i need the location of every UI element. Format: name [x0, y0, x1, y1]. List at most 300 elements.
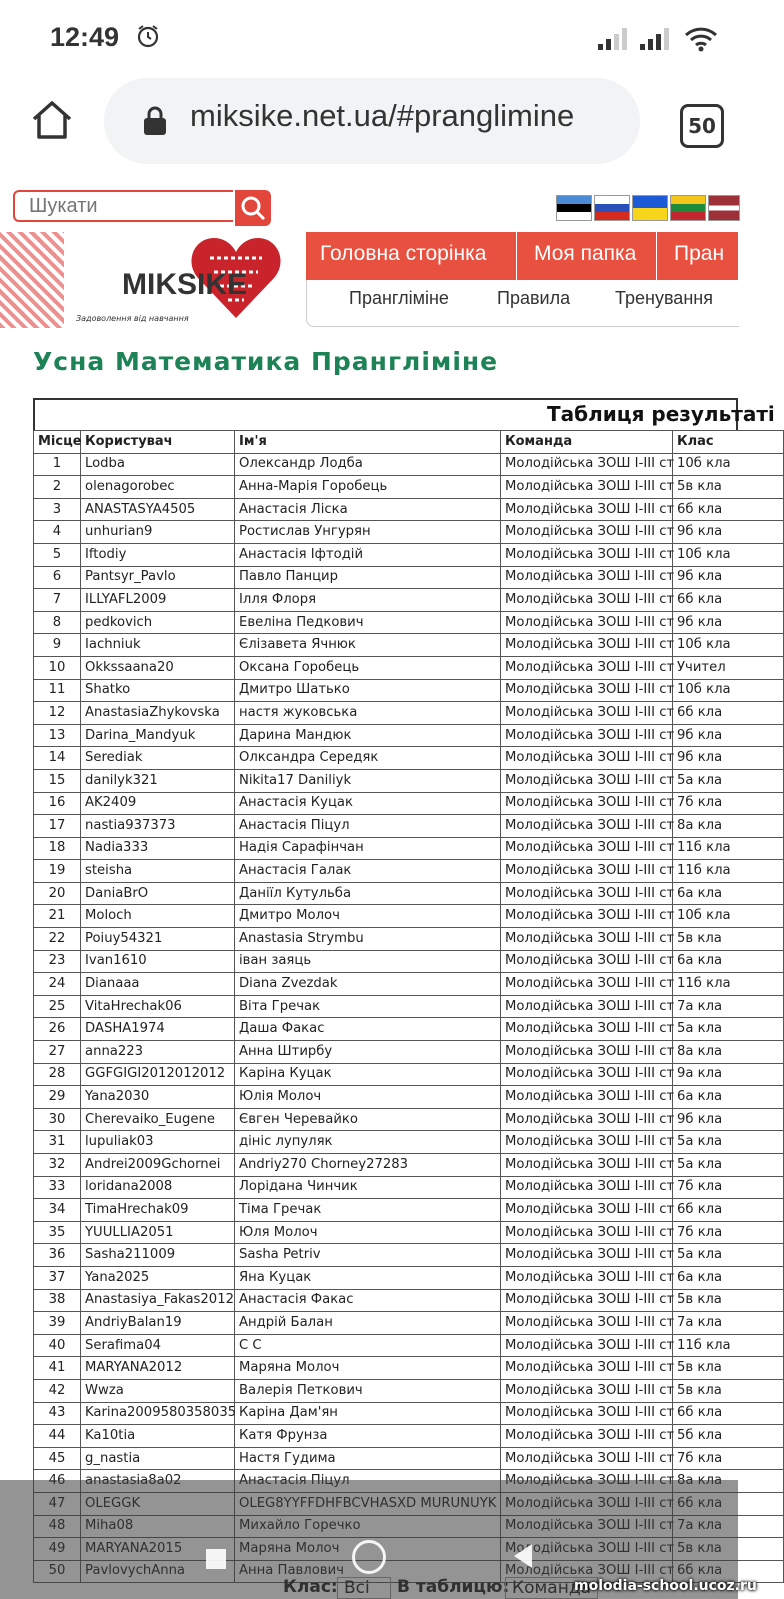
cell-name: Anastasia Strymbu: [235, 928, 501, 951]
table-row: [34, 882, 784, 905]
cell-class: 11б кла: [673, 973, 784, 996]
table-row: [34, 973, 784, 996]
cell-user: AndriyBalan19: [81, 1312, 235, 1335]
cell-team: Молодійська ЗОШ І-ІІІ ст: [501, 950, 673, 973]
cell-place: 19: [34, 860, 81, 883]
table-row: [34, 1312, 784, 1335]
cell-name: Анастасія Піцул: [235, 815, 501, 838]
cell-team: Молодійська ЗОШ І-ІІІ ст: [501, 1334, 673, 1357]
cell-user: Serafima04: [81, 1334, 235, 1357]
cell-user: Ka10tia: [81, 1425, 235, 1448]
cell-team: Молодійська ЗОШ І-ІІІ ст: [501, 702, 673, 725]
header-team[interactable]: Команда: [501, 431, 673, 454]
cell-team: Молодійська ЗОШ І-ІІІ ст: [501, 453, 673, 476]
cell-class: Учител: [673, 656, 784, 679]
cell-user: Anastasiya_Fakas2012: [81, 1289, 235, 1312]
cell-place: 23: [34, 950, 81, 973]
cell-place: 42: [34, 1379, 81, 1402]
table-row: [34, 611, 784, 634]
cell-user: Cherevaiko_Eugene: [81, 1108, 235, 1131]
cell-user: AnastasiaZhykovska: [81, 702, 235, 725]
cell-name: Анастасія Факас: [235, 1289, 501, 1312]
cell-team: Молодійська ЗОШ І-ІІІ ст: [501, 1379, 673, 1402]
cell-name: С С: [235, 1334, 501, 1357]
search-button[interactable]: [235, 190, 271, 226]
sub-nav: [306, 280, 739, 327]
cell-user: Dianaaa: [81, 973, 235, 996]
cell-class: 5в кла: [673, 1379, 784, 1402]
cell-team: Молодійська ЗОШ І-ІІІ ст: [501, 476, 673, 499]
cell-name: Андрій Балан: [235, 1312, 501, 1335]
cell-place: 28: [34, 1063, 81, 1086]
cell-class: 6а кла: [673, 1266, 784, 1289]
cell-user: pedkovich: [81, 611, 235, 634]
cell-team: Молодійська ЗОШ І-ІІІ ст: [501, 679, 673, 702]
cell-team: Молодійська ЗОШ І-ІІІ ст: [501, 792, 673, 815]
cell-class: 5а кла: [673, 769, 784, 792]
table-row: [34, 521, 784, 544]
flag-lithuania-icon[interactable]: [670, 195, 706, 221]
table-row: [34, 1108, 784, 1131]
cell-name: Даша Факас: [235, 1018, 501, 1041]
main-nav: [306, 232, 738, 280]
nav-home[interactable]: Головна сторінка: [320, 242, 487, 265]
cell-user: lupuliak03: [81, 1131, 235, 1154]
cell-team: Молодійська ЗОШ І-ІІІ ст: [501, 928, 673, 951]
cell-place: 24: [34, 973, 81, 996]
cell-user: Serediak: [81, 747, 235, 770]
cell-team: Молодійська ЗОШ І-ІІІ ст: [501, 1266, 673, 1289]
cell-user: Andrei2009Gchornei: [81, 1154, 235, 1177]
cell-name: Валерія Петкович: [235, 1379, 501, 1402]
cell-user: nastia937373: [81, 815, 235, 838]
cell-team: Молодійська ЗОШ І-ІІІ ст: [501, 747, 673, 770]
cell-user: Ivan1610: [81, 950, 235, 973]
table-row: [34, 1041, 784, 1064]
cell-team: Молодійська ЗОШ І-ІІІ ст: [501, 1108, 673, 1131]
cell-team: Молодійська ЗОШ І-ІІІ ст: [501, 1425, 673, 1448]
cell-user: Darina_Mandyuk: [81, 724, 235, 747]
cell-name: Дарина Мандюк: [235, 724, 501, 747]
cell-user: Poiuy54321: [81, 928, 235, 951]
header-place[interactable]: Місце: [34, 431, 81, 454]
cell-name: Юлія Молоч: [235, 1086, 501, 1109]
cell-team: Молодійська ЗОШ І-ІІІ ст: [501, 543, 673, 566]
cell-place: 43: [34, 1402, 81, 1425]
cell-team: Молодійська ЗОШ І-ІІІ ст: [501, 1447, 673, 1470]
cell-user: MARYANA2012: [81, 1357, 235, 1380]
cell-place: 26: [34, 1018, 81, 1041]
table-row: [34, 656, 784, 679]
cell-team: Молодійська ЗОШ І-ІІІ ст: [501, 769, 673, 792]
cell-place: 4: [34, 521, 81, 544]
cell-team: Молодійська ЗОШ І-ІІІ ст: [501, 1244, 673, 1267]
cell-user: AK2409: [81, 792, 235, 815]
cell-class: 6б кла: [673, 1199, 784, 1222]
cell-name: Лорідана Чинчик: [235, 1176, 501, 1199]
table-row: [34, 995, 784, 1018]
table-row: [34, 1357, 784, 1380]
cell-team: Молодійська ЗОШ І-ІІІ ст: [501, 1402, 673, 1425]
table-header-row: [34, 431, 784, 454]
cell-name: Анна-Марія Горобець: [235, 476, 501, 499]
cell-place: 3: [34, 498, 81, 521]
cell-user: Okkssaana20: [81, 656, 235, 679]
cell-class: 7а кла: [673, 995, 784, 1018]
header-class[interactable]: Клас: [673, 431, 784, 454]
cell-team: Молодійська ЗОШ І-ІІІ ст: [501, 860, 673, 883]
cell-place: 12: [34, 702, 81, 725]
cell-team: Молодійська ЗОШ І-ІІІ ст: [501, 656, 673, 679]
cell-user: anna223: [81, 1041, 235, 1064]
table-row: [34, 837, 784, 860]
table-row: [34, 1425, 784, 1448]
search-input[interactable]: [13, 190, 233, 222]
subnav-pranglimine[interactable]: Прангліміне: [349, 288, 449, 308]
cell-place: 10: [34, 656, 81, 679]
cell-class: 7б кла: [673, 1176, 784, 1199]
alarm-icon: [136, 24, 160, 48]
cell-place: 38: [34, 1289, 81, 1312]
cell-name: Анастасія Ліска: [235, 498, 501, 521]
wifi-icon: [684, 26, 718, 52]
cell-team: Молодійська ЗОШ І-ІІІ ст: [501, 995, 673, 1018]
cell-name: іван заяць: [235, 950, 501, 973]
cell-team: Молодійська ЗОШ І-ІІІ ст: [501, 498, 673, 521]
cell-name: Олександр Лодба: [235, 453, 501, 476]
cell-user: Yana2025: [81, 1266, 235, 1289]
cell-user: TimaHrechak09: [81, 1199, 235, 1222]
table-row: [34, 905, 784, 928]
cell-team: Молодійська ЗОШ І-ІІІ ст: [501, 521, 673, 544]
cell-class: 6б кла: [673, 1402, 784, 1425]
recents-icon[interactable]: [206, 1549, 226, 1569]
cell-class: 11б кла: [673, 1334, 784, 1357]
tab-switcher-button[interactable]: 50: [680, 104, 724, 148]
clock: 12:49: [50, 22, 120, 52]
cell-class: 6а кла: [673, 1086, 784, 1109]
header-user[interactable]: Користувач: [81, 431, 235, 454]
flag-russia-icon[interactable]: [594, 195, 630, 221]
cell-name: Тіма Гречак: [235, 1199, 501, 1222]
cell-team: Молодійська ЗОШ І-ІІІ ст: [501, 837, 673, 860]
cell-class: 9б кла: [673, 1108, 784, 1131]
cell-place: 34: [34, 1199, 81, 1222]
cell-name: Катя Фрунза: [235, 1425, 501, 1448]
cell-name: Анастасія Куцак: [235, 792, 501, 815]
cell-place: 41: [34, 1357, 81, 1380]
cell-class: 10б кла: [673, 543, 784, 566]
cell-team: Молодійська ЗОШ І-ІІІ ст: [501, 1154, 673, 1177]
cell-class: 5б кла: [673, 1425, 784, 1448]
cell-team: Молодійська ЗОШ І-ІІІ ст: [501, 1018, 673, 1041]
logo-tagline: Задоволення від навчання: [76, 314, 189, 323]
cell-user: Nadia333: [81, 837, 235, 860]
cell-place: 17: [34, 815, 81, 838]
cell-name: Каріна Дам'ян: [235, 1402, 501, 1425]
cell-user: DASHA1974: [81, 1018, 235, 1041]
cell-team: Молодійська ЗОШ І-ІІІ ст: [501, 1086, 673, 1109]
cell-user: YUULLIA2051: [81, 1221, 235, 1244]
nav-pranglimine[interactable]: Пран: [674, 242, 725, 265]
table-row: [34, 1447, 784, 1470]
table-row: [34, 928, 784, 951]
cell-class: 9а кла: [673, 1063, 784, 1086]
header-name[interactable]: Ім'я: [235, 431, 501, 454]
cell-name: Юля Молоч: [235, 1221, 501, 1244]
flag-estonia-icon[interactable]: [556, 195, 592, 221]
back-icon[interactable]: [514, 1544, 532, 1568]
cell-team: Молодійська ЗОШ І-ІІІ ст: [501, 566, 673, 589]
nav-my-folder[interactable]: Моя папка: [534, 242, 637, 265]
flag-latvia-icon[interactable]: [708, 195, 740, 221]
table-row: [34, 792, 784, 815]
cell-team: Молодійська ЗОШ І-ІІІ ст: [501, 815, 673, 838]
subnav-training[interactable]: Тренування: [615, 288, 713, 308]
cell-team: Молодійська ЗОШ І-ІІІ ст: [501, 1131, 673, 1154]
cell-class: 7б кла: [673, 792, 784, 815]
table-row: [34, 1131, 784, 1154]
cell-user: VitaHrechak06: [81, 995, 235, 1018]
cell-class: 6а кла: [673, 882, 784, 905]
table-row: [34, 1063, 784, 1086]
table-row: [34, 1221, 784, 1244]
cell-class: 7б кла: [673, 1447, 784, 1470]
cell-place: 16: [34, 792, 81, 815]
cell-team: Молодійська ЗОШ І-ІІІ ст: [501, 1221, 673, 1244]
search-icon: [235, 190, 271, 226]
cell-name: Маряна Молоч: [235, 1357, 501, 1380]
cell-name: Настя Гудима: [235, 1447, 501, 1470]
table-row: [34, 860, 784, 883]
cell-place: 25: [34, 995, 81, 1018]
cell-place: 21: [34, 905, 81, 928]
cell-name: Павло Панцир: [235, 566, 501, 589]
table-row: [34, 1289, 784, 1312]
cell-user: Iachniuk: [81, 634, 235, 657]
cell-class: 5а кла: [673, 1244, 784, 1267]
cell-place: 14: [34, 747, 81, 770]
home-circle-icon[interactable]: [352, 1540, 386, 1574]
cell-place: 44: [34, 1425, 81, 1448]
cell-name: Nikita17 Daniliyk: [235, 769, 501, 792]
signal-icon: [598, 28, 632, 50]
table-row: [34, 1199, 784, 1222]
cell-place: 6: [34, 566, 81, 589]
cell-name: Даніїл Кутульба: [235, 882, 501, 905]
status-bar: [0, 0, 738, 78]
cell-name: Ростислав Унгурян: [235, 521, 501, 544]
table-row: [34, 1244, 784, 1267]
cell-name: дініс лупуляк: [235, 1131, 501, 1154]
cell-name: Оксана Горобець: [235, 656, 501, 679]
cell-class: 5а кла: [673, 1131, 784, 1154]
cell-name: настя жуковська: [235, 702, 501, 725]
cell-name: Diana Zvezdak: [235, 973, 501, 996]
cell-place: 29: [34, 1086, 81, 1109]
table-row: [34, 1176, 784, 1199]
cell-user: unhurian9: [81, 521, 235, 544]
cell-user: g_nastia: [81, 1447, 235, 1470]
cell-place: 39: [34, 1312, 81, 1335]
cell-class: 9б кла: [673, 611, 784, 634]
cell-place: 31: [34, 1131, 81, 1154]
cell-team: Молодійська ЗОШ І-ІІІ ст: [501, 1063, 673, 1086]
cell-team: Молодійська ЗОШ І-ІІІ ст: [501, 905, 673, 928]
cell-team: Молодійська ЗОШ І-ІІІ ст: [501, 1289, 673, 1312]
cell-name: Дмитро Шатько: [235, 679, 501, 702]
url-text: miksike.net.ua/#pranglimine: [190, 98, 575, 133]
home-icon[interactable]: [30, 98, 74, 142]
table-row: [34, 589, 784, 612]
table-row: [34, 747, 784, 770]
cell-class: 9б кла: [673, 747, 784, 770]
cell-place: 40: [34, 1334, 81, 1357]
cell-name: Дмитро Молоч: [235, 905, 501, 928]
cell-class: 9б кла: [673, 724, 784, 747]
cell-user: DaniaBrO: [81, 882, 235, 905]
subnav-rules[interactable]: Правила: [497, 288, 571, 308]
cell-place: 2: [34, 476, 81, 499]
cell-name: Ілля Флоря: [235, 589, 501, 612]
cell-name: Andriy270 Chorney27283: [235, 1154, 501, 1177]
table-row: [34, 566, 784, 589]
cell-place: 22: [34, 928, 81, 951]
cell-name: Анастасія Галак: [235, 860, 501, 883]
cell-place: 1: [34, 453, 81, 476]
table-row: [34, 498, 784, 521]
table-row: [34, 702, 784, 725]
cell-user: danilyk321: [81, 769, 235, 792]
table-row: [34, 1018, 784, 1041]
cell-place: 30: [34, 1108, 81, 1131]
table-caption-text: Таблиця результаті: [547, 402, 775, 426]
cell-name: Олксандра Середяк: [235, 747, 501, 770]
cell-team: Молодійська ЗОШ І-ІІІ ст: [501, 1312, 673, 1335]
cell-class: 10б кла: [673, 634, 784, 657]
cell-class: 9б кла: [673, 566, 784, 589]
cell-class: 5а кла: [673, 1018, 784, 1041]
table-row: [34, 1154, 784, 1177]
table-row: [34, 1379, 784, 1402]
cell-place: 33: [34, 1176, 81, 1199]
cell-user: Sasha211009: [81, 1244, 235, 1267]
cell-user: Lodba: [81, 453, 235, 476]
signal-icon-2: [640, 28, 674, 50]
cell-class: 5в кла: [673, 476, 784, 499]
cell-name: Анастасія Іфтодій: [235, 543, 501, 566]
cell-class: 6б кла: [673, 498, 784, 521]
table-row: [34, 950, 784, 973]
cell-class: 10б кла: [673, 679, 784, 702]
browser-toolbar: [0, 78, 738, 188]
cell-user: Karina2009580358035: [81, 1402, 235, 1425]
cell-class: 7б кла: [673, 1221, 784, 1244]
cell-place: 37: [34, 1266, 81, 1289]
cell-class: 6б кла: [673, 702, 784, 725]
cell-place: 32: [34, 1154, 81, 1177]
cell-class: 9б кла: [673, 521, 784, 544]
cell-user: ANASTASYA4505: [81, 498, 235, 521]
cell-class: 10б кла: [673, 905, 784, 928]
cell-team: Молодійська ЗОШ І-ІІІ ст: [501, 973, 673, 996]
cell-team: Молодійська ЗОШ І-ІІІ ст: [501, 589, 673, 612]
cell-place: 15: [34, 769, 81, 792]
cell-class: 10б кла: [673, 453, 784, 476]
cell-name: Євген Черевайко: [235, 1108, 501, 1131]
cell-place: 8: [34, 611, 81, 634]
cell-class: 11б кла: [673, 860, 784, 883]
cell-class: 8а кла: [673, 815, 784, 838]
cell-name: Анна Штирбу: [235, 1041, 501, 1064]
cell-place: 5: [34, 543, 81, 566]
cell-class: 7а кла: [673, 1312, 784, 1335]
cell-user: steisha: [81, 860, 235, 883]
cell-user: Wwza: [81, 1379, 235, 1402]
cell-class: 5в кла: [673, 1357, 784, 1380]
cell-team: Молодійська ЗОШ І-ІІІ ст: [501, 1357, 673, 1380]
cell-name: Віта Гречак: [235, 995, 501, 1018]
cell-place: 18: [34, 837, 81, 860]
cell-user: ILLYAFL2009: [81, 589, 235, 612]
cell-team: Молодійська ЗОШ І-ІІІ ст: [501, 611, 673, 634]
table-row: [34, 476, 784, 499]
cell-place: 45: [34, 1447, 81, 1470]
cell-user: olenagorobec: [81, 476, 235, 499]
cell-class: 5в кла: [673, 1289, 784, 1312]
lock-icon: [142, 106, 168, 136]
table-row: [34, 769, 784, 792]
cell-place: 20: [34, 882, 81, 905]
site-logo[interactable]: [72, 232, 292, 328]
table-row: [34, 815, 784, 838]
cell-place: 27: [34, 1041, 81, 1064]
table-row: [34, 543, 784, 566]
cell-user: Iftodiy: [81, 543, 235, 566]
cell-place: 35: [34, 1221, 81, 1244]
cell-user: GGFGIGI2012012012: [81, 1063, 235, 1086]
cell-class: 6б кла: [673, 589, 784, 612]
cell-team: Молодійська ЗОШ І-ІІІ ст: [501, 1176, 673, 1199]
table-row: [34, 679, 784, 702]
table-row: [34, 724, 784, 747]
cell-class: 5в кла: [673, 928, 784, 951]
cell-name: Яна Куцак: [235, 1266, 501, 1289]
ornament-decoration: [0, 232, 64, 328]
table-row: [34, 1402, 784, 1425]
table-row: [34, 634, 784, 657]
table-row: [34, 453, 784, 476]
table-row: [34, 1334, 784, 1357]
cell-user: Moloch: [81, 905, 235, 928]
site-search: [13, 190, 275, 226]
table-caption: [33, 398, 775, 430]
cell-user: Pantsyr_Pavlo: [81, 566, 235, 589]
logo-text: MIKSIKE: [122, 268, 248, 301]
address-bar[interactable]: [104, 78, 640, 164]
cell-team: Молодійська ЗОШ І-ІІІ ст: [501, 634, 673, 657]
cell-team: Молодійська ЗОШ І-ІІІ ст: [501, 1041, 673, 1064]
cell-place: 13: [34, 724, 81, 747]
cell-name: Каріна Куцак: [235, 1063, 501, 1086]
cell-name: Sasha Petriv: [235, 1244, 501, 1267]
flag-ukraine-icon[interactable]: [632, 195, 668, 221]
cell-name: Єлізавета Ячнюк: [235, 634, 501, 657]
nav-divider: [656, 232, 657, 280]
cell-place: 9: [34, 634, 81, 657]
cell-team: Молодійська ЗОШ І-ІІІ ст: [501, 1199, 673, 1222]
cell-team: Молодійська ЗОШ І-ІІІ ст: [501, 882, 673, 905]
